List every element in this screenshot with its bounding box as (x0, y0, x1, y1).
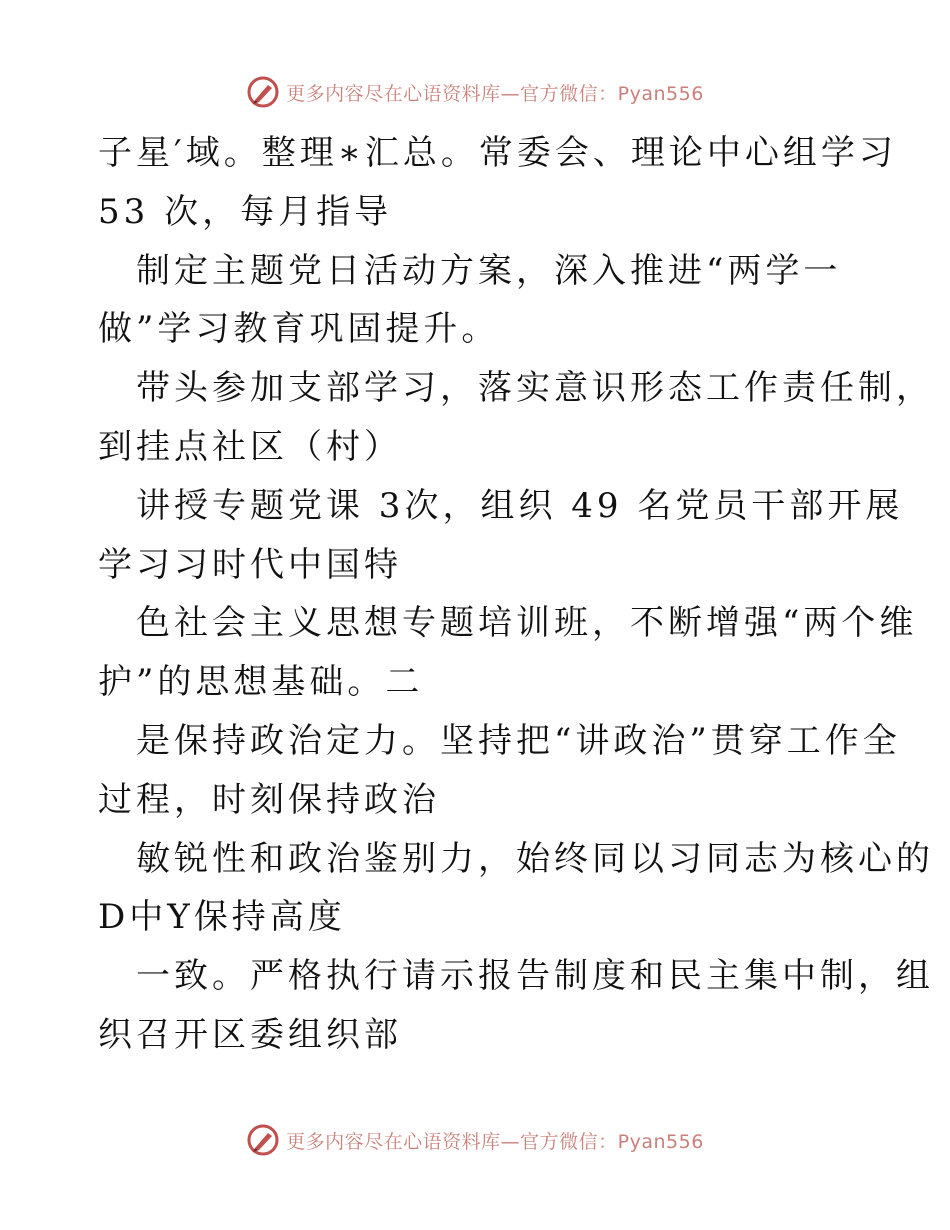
watermark-text: 更多内容尽在心语资料库—官方微信：Pyan556 (286, 82, 704, 105)
body-line: 色社会主义思想专题培训班，不断增强“两个维 (136, 603, 918, 644)
body-line: 53 次，每月指导 (98, 191, 393, 232)
body-line: D中Y保持高度 (98, 897, 346, 938)
pen-logo-icon (246, 1123, 280, 1157)
body-line: 讲授专题党课 3次，组织 49 名党员干部开展 (136, 485, 904, 526)
body-line: 到挂点社区（村） (98, 426, 402, 467)
pen-logo-icon (246, 75, 280, 109)
footer-watermark (0, 1120, 950, 1160)
body-line: 护”的思想基础。二 (98, 662, 424, 703)
document-body (98, 124, 934, 1065)
body-line: 敏锐性和政治鉴别力，始终同以习同志为核心的 (136, 838, 934, 879)
body-line: 一致。严格执行请示报告制度和民主集中制，组 (136, 956, 934, 997)
body-line: 带头参加支部学习，落实意识形态工作责任制， (136, 368, 934, 409)
body-line: 织召开区委组织部 (98, 1014, 402, 1055)
header-watermark (0, 72, 950, 112)
body-line: 做”学习教育巩固提升。 (98, 309, 500, 350)
body-line: 是保持政治定力。坚持把“讲政治”贯穿工作全 (136, 720, 901, 761)
watermark-text: 更多内容尽在心语资料库—官方微信：Pyan556 (286, 1130, 704, 1153)
body-line: 学习习时代中国特 (98, 544, 402, 585)
body-line: 过程，时刻保持政治 (98, 779, 440, 820)
body-line: 子星′域。整理∗汇总。常委会、理论中心组学习 (98, 133, 897, 173)
body-line: 制定主题党日活动方案，深入推进“两学一 (136, 250, 842, 291)
